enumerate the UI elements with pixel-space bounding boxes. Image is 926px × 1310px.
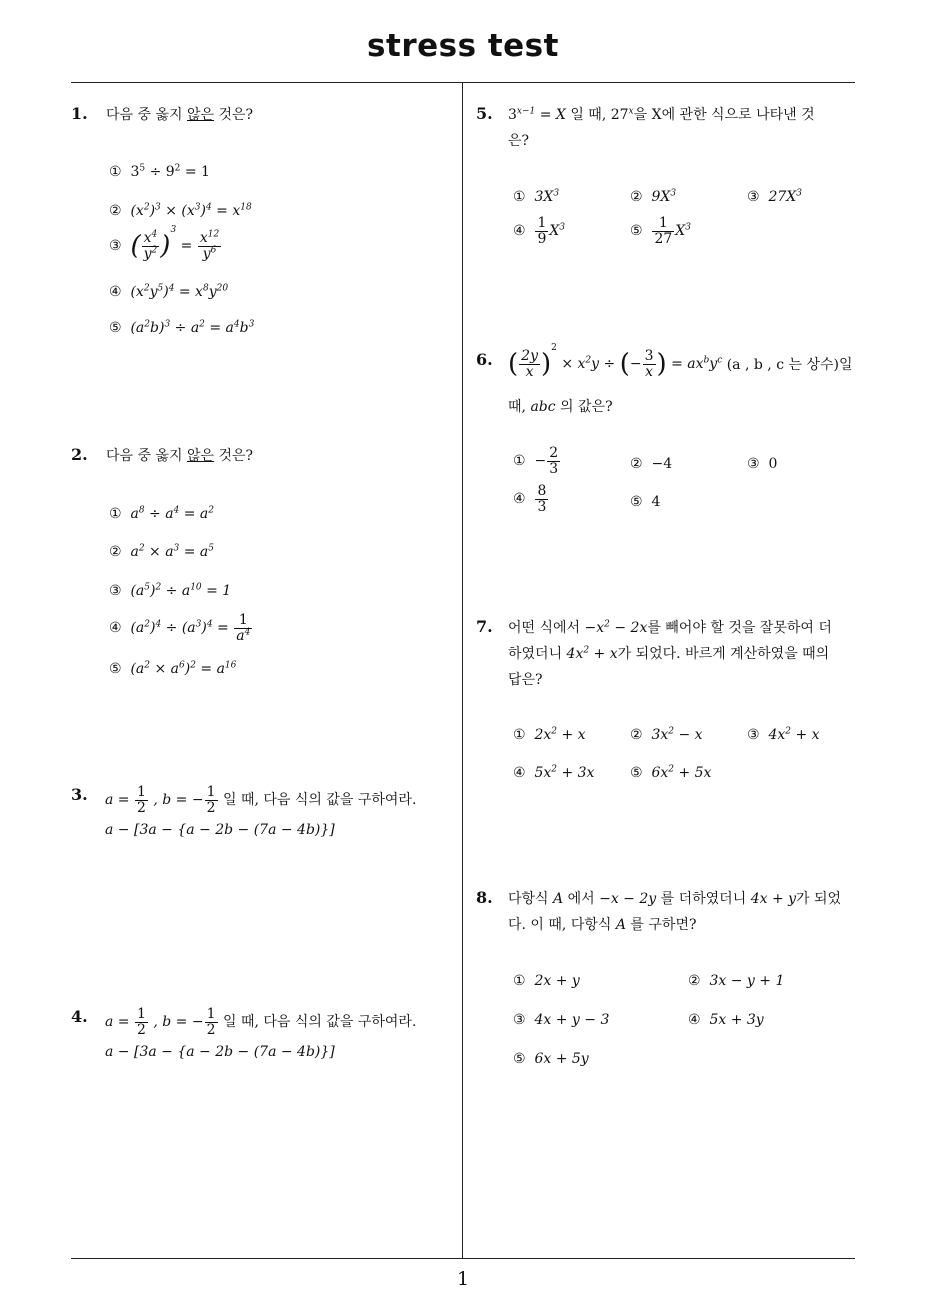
question-7 xyxy=(476,617,861,797)
question-3 xyxy=(71,785,451,855)
option-2[interactable]: ② $(x^2)^3 \times (x^3)^4 = x^{18}$ xyxy=(109,202,252,219)
option-4[interactable]: ④ $\frac{8}{3}$ xyxy=(513,483,547,515)
option-3[interactable]: ③ $4x^2 + x$ xyxy=(747,726,820,743)
option-3[interactable]: ③ $27X^3$ xyxy=(747,188,802,205)
question-expression: a − [3a − {a − 2b − (7a − 4b)}] xyxy=(105,822,335,838)
option-1[interactable]: ① $3^5 \div 9^2 = 1$ xyxy=(109,163,210,180)
question-number: 6. xyxy=(476,350,493,369)
question-2 xyxy=(71,445,451,705)
question-number: 8. xyxy=(476,888,493,907)
option-2[interactable]: ② 3x − y + 1 xyxy=(688,973,785,989)
column-divider xyxy=(462,82,463,1258)
option-5[interactable]: ⑤ $6x^2 + 5x$ xyxy=(630,764,712,781)
option-3[interactable]: ③ $(a^5)^2 \div a^{10} = 1$ xyxy=(109,582,232,599)
question-number: 3. xyxy=(71,785,88,804)
question-stem: a = $\frac{1}{2}$ , b = − $\frac{1}{2}$ 일 때, 다음 식의 값을 구하여라. xyxy=(105,784,417,816)
option-2[interactable]: ② −4 xyxy=(630,456,673,472)
question-8 xyxy=(476,888,861,1078)
top-rule xyxy=(71,82,855,83)
option-4[interactable]: ④ $(x^2y^5)^4 = x^8y^{20}$ xyxy=(109,283,229,300)
page-title: stress test xyxy=(367,28,559,64)
option-2[interactable]: ② $3x^2 - x$ xyxy=(630,726,703,743)
question-stem: 다음 중 옳지 않은 것은? xyxy=(106,448,254,464)
question-1 xyxy=(71,104,451,404)
option-1[interactable]: ① − $\frac{2}{3}$ xyxy=(513,445,559,477)
question-number: 7. xyxy=(476,617,493,636)
question-expression: a − [3a − {a − 2b − (7a − 4b)}] xyxy=(105,1044,335,1060)
option-1[interactable]: ① $3X^3$ xyxy=(513,188,560,205)
option-5[interactable]: ⑤ 6x + 5y xyxy=(513,1051,589,1067)
option-3[interactable]: ③ ( $\frac{x^4}{y^2}$ )$^3$ = $\frac{x^{12}}{y^6}$ xyxy=(109,225,220,262)
option-5[interactable]: ⑤ $(a^2b)^3 \div a^2 = a^4b^3$ xyxy=(109,319,255,336)
option-5[interactable]: ⑤ 4 xyxy=(630,494,661,510)
option-4[interactable]: ④ 5x + 3y xyxy=(688,1012,764,1028)
question-stem: 어떤 식에서 $-x^2 - 2x$를 빼어야 할 것을 잘못하여 더 하였더니 $4x^2 + x$가 되었다. 바르게 계산하였을 때의 답은? xyxy=(508,619,832,688)
question-4 xyxy=(71,1007,451,1077)
option-1[interactable]: ① $a^8 \div a^4 = a^2$ xyxy=(109,505,214,522)
option-4[interactable]: ④ $5x^2 + 3x$ xyxy=(513,764,595,781)
option-4[interactable]: ④ $(a^2)^4 \div (a^3)^4$ = $\frac{1}{a^4}$ xyxy=(109,612,251,644)
option-5[interactable]: ⑤ $(a^2 \times a^6)^2 = a^{16}$ xyxy=(109,660,237,677)
page-number: 1 xyxy=(456,1268,470,1290)
question-6 xyxy=(476,343,861,530)
option-1[interactable]: ① $2x^2 + x$ xyxy=(513,726,586,743)
question-stem-line2: 때, abc 의 값은? xyxy=(508,399,613,415)
option-3[interactable]: ③ 4x + y − 3 xyxy=(513,1012,610,1028)
question-5 xyxy=(476,104,861,264)
question-stem: ( $\frac{2y}{x}$ )$^2 \times x^2y$ ÷ (− $\frac{3}{x}$ ) = $ax^by^c$ (a , b , c 는 상수)일 xyxy=(508,343,853,380)
question-number: 1. xyxy=(71,104,88,123)
option-5[interactable]: ⑤ $\frac{1}{27}$ $X^3$ xyxy=(630,215,691,247)
question-stem: a = $\frac{1}{2}$ , b = − $\frac{1}{2}$ 일 때, 다음 식의 값을 구하여라. xyxy=(105,1006,417,1038)
option-1[interactable]: ① 2x + y xyxy=(513,973,580,989)
question-number: 4. xyxy=(71,1007,88,1026)
question-stem: 다항식 A 에서 −x − 2y 를 더하였더니 4x + y가 되었 다. 이 때, 다항식 A 를 구하면? xyxy=(508,891,842,933)
option-4[interactable]: ④ $\frac{1}{9}$ $X^3$ xyxy=(513,215,566,247)
question-stem: 다음 중 옳지 않은 것은? xyxy=(106,107,254,123)
question-number: 5. xyxy=(476,104,493,123)
option-3[interactable]: ③ 0 xyxy=(747,456,778,472)
question-stem: $3^{x-1} = X$ 일 때, 27$^x$을 X에 관한 식으로 나타낸 것 은? xyxy=(508,106,815,149)
bottom-rule xyxy=(71,1258,855,1259)
option-2[interactable]: ② $a^2 \times a^3 = a^5$ xyxy=(109,543,214,560)
question-number: 2. xyxy=(71,445,88,464)
option-2[interactable]: ② $9X^3$ xyxy=(630,188,677,205)
